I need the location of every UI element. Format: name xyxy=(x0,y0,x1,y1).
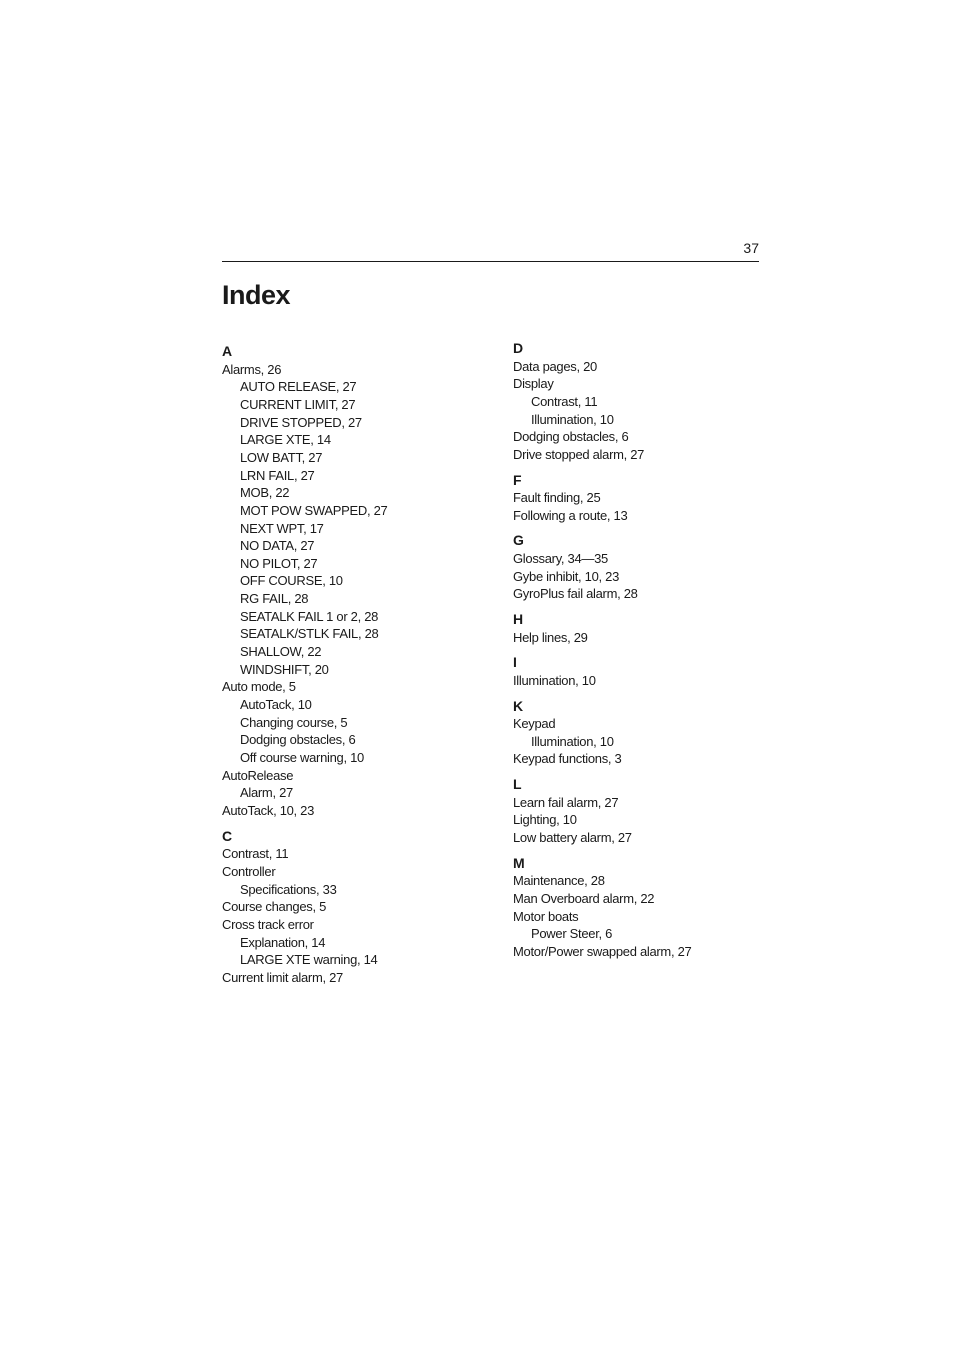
index-subentry: SHALLOW, 22 xyxy=(240,644,322,660)
index-subentry: Alarm, 27 xyxy=(240,785,293,801)
index-subentry: Contrast, 11 xyxy=(531,393,598,409)
index-entry: AutoTack, 10, 23 xyxy=(222,803,315,818)
index-entry: Man Overboard alarm, 22 xyxy=(513,890,655,906)
index-letter-f: F xyxy=(513,471,522,488)
index-entry: Current limit alarm, 27 xyxy=(222,969,343,985)
index-entry: Illumination, 10 xyxy=(513,672,596,688)
index-entry: Course changes, 5 xyxy=(222,899,327,915)
index-letter-i: I xyxy=(513,654,517,671)
index-subentry: CURRENT LIMIT, 27 xyxy=(240,396,356,412)
index-subentry: LOW BATT, 27 xyxy=(240,449,323,465)
page-number: 37 xyxy=(743,240,759,256)
index-subentry: NEXT WPT, 17 xyxy=(240,520,324,536)
index-subentry: MOT POW SWAPPED, 27 xyxy=(240,502,388,518)
index-entry: Learn fail alarm, 27 xyxy=(513,794,619,810)
index-subentry: RG FAIL, 28 xyxy=(240,591,309,607)
index-entry: Display xyxy=(513,376,554,392)
index-letter-d: D xyxy=(513,340,524,356)
index-entry: Glossary, 34—35 xyxy=(513,551,608,567)
index-entry: GyroPlus fail alarm, 28 xyxy=(513,586,638,602)
index-entry: Lighting, 10 xyxy=(513,812,577,828)
index-letter-l: L xyxy=(513,776,522,793)
index-subentry: MOB, 22 xyxy=(240,485,290,501)
index-letter-h: H xyxy=(513,611,524,627)
index-entry: Keypad xyxy=(513,716,556,732)
index-entry: Data pages, 20 xyxy=(513,358,597,374)
index-letter-g: G xyxy=(513,532,524,549)
index-entry: Help lines, 29 xyxy=(513,629,588,645)
page-title: Index xyxy=(222,280,291,310)
index-subentry: Specifications, 33 xyxy=(240,881,337,897)
index-entry: Controller xyxy=(222,863,276,879)
index-subentry: DRIVE STOPPED, 27 xyxy=(240,414,362,430)
index-subentry: AUTO RELEASE, 27 xyxy=(240,379,357,395)
index-letter-m: M xyxy=(513,854,525,871)
index-subentry: WINDSHIFT, 20 xyxy=(240,661,329,677)
index-subentry: SEATALK/STLK FAIL, 28 xyxy=(240,626,379,642)
index-subentry: Explanation, 14 xyxy=(240,934,326,950)
index-column-right xyxy=(513,340,783,961)
index-entry: Motor boats xyxy=(513,908,579,924)
index-entry: AutoRelease xyxy=(222,767,294,783)
index-subentry: AutoTack, 10 xyxy=(240,697,312,713)
index-entry: Dodging obstacles, 6 xyxy=(513,429,629,445)
index-letter-a: A xyxy=(222,343,233,359)
index-subentry: Off course warning, 10 xyxy=(240,750,364,766)
index-subentry: OFF COURSE, 10 xyxy=(240,573,343,589)
index-entry: Keypad functions, 3 xyxy=(513,751,622,767)
index-column-left xyxy=(222,343,492,987)
index-entry: Following a route, 13 xyxy=(513,507,628,523)
index-entry: Gybe inhibit, 10, 23 xyxy=(513,568,620,584)
index-subentry: LARGE XTE warning, 14 xyxy=(240,952,378,968)
index-subentry: Changing course, 5 xyxy=(240,714,348,730)
index-subentry: Illumination, 10 xyxy=(531,411,614,427)
index-letter-c: C xyxy=(222,827,233,844)
index-entry: Auto mode, 5 xyxy=(222,679,296,695)
index-subentry: NO PILOT, 27 xyxy=(240,555,318,571)
index-entry: Contrast, 11 xyxy=(222,846,289,862)
index-entry: Maintenance, 28 xyxy=(513,873,605,889)
index-subentry: NO DATA, 27 xyxy=(240,538,315,554)
index-entry: Drive stopped alarm, 27 xyxy=(513,446,645,462)
index-subentry: SEATALK FAIL 1 or 2, 28 xyxy=(240,608,379,624)
index-entry: Motor/Power swapped alarm, 27 xyxy=(513,943,692,959)
index-subentry: Power Steer, 6 xyxy=(531,926,613,942)
index-subentry: LRN FAIL, 27 xyxy=(240,467,315,483)
index-entry: Alarms, 26 xyxy=(222,361,282,377)
index-entry: Low battery alarm, 27 xyxy=(513,829,632,845)
index-subentry: Dodging obstacles, 6 xyxy=(240,732,356,748)
header-rule xyxy=(222,261,759,262)
index-letter-k: K xyxy=(513,697,524,714)
index-subentry: Illumination, 10 xyxy=(531,733,614,749)
index-entry: Cross track error xyxy=(222,916,314,932)
index-entry: Fault finding, 25 xyxy=(513,490,601,506)
index-subentry: LARGE XTE, 14 xyxy=(240,432,331,448)
